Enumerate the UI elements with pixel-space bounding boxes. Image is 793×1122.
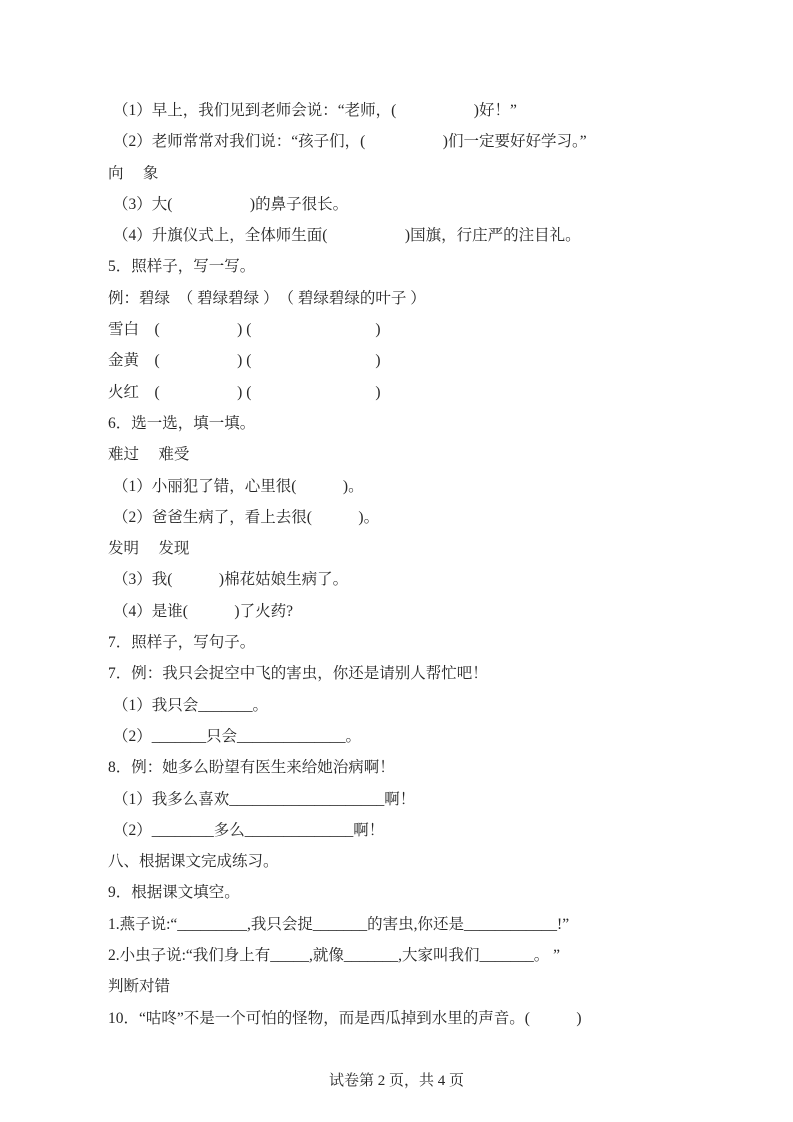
text-line: 发明 发现 [108, 540, 190, 558]
text-line: （1）小丽犯了错，心里很( )。 [113, 477, 364, 495]
text-line: 雪白 ( ) ( ) [108, 321, 381, 339]
text-line: （2）爸爸生病了，看上去很( )。 [113, 508, 380, 526]
text-line: 7．照样子，写句子。 [108, 634, 256, 652]
text-line: （1）我多么喜欢____________________啊！ [113, 790, 416, 808]
text-line: 10．“咕咚”不是一个可怕的怪物，而是西瓜掉到水里的声音。( ) [108, 1009, 582, 1027]
text-line: 2.小虫子说:“我们身上有_____,就像_______,大家叫我们_______。 ” [108, 947, 561, 965]
text-line: 6．选一选，填一填。 [108, 414, 256, 432]
text-line: （4）升旗仪式上，全体师生面( )国旗，行庄严的注目礼。 [113, 227, 581, 245]
document-lines [108, 95, 763, 1034]
text-line: （1）早上，我们见到老师会说：“老师，( )好！” [113, 102, 517, 119]
text-line: 5．照样子，写一写。 [108, 258, 256, 276]
text-line: 8．例：她多么盼望有医生来给她治病啊！ [108, 759, 395, 777]
text-line: 八、根据课文完成练习。 [108, 853, 279, 871]
text-line: 7．例：我只会捉空中飞的害虫，你还是请别人帮忙吧！ [108, 665, 488, 683]
text-line: （2）________多么______________啊！ [113, 821, 385, 839]
text-line: 9．根据课文填空。 [108, 884, 240, 902]
text-line: 向 象 [108, 164, 159, 182]
text-line: （3）大( )的鼻子很长。 [113, 195, 349, 213]
text-line: 判断对错 [108, 978, 171, 996]
text-line: （3）我( )棉花姑娘生病了。 [113, 571, 349, 589]
text-line: （1）我只会_______。 [113, 696, 269, 714]
text-line: （4）是谁( )了火药? [113, 602, 293, 620]
text-line: 金黄 ( ) ( ) [108, 352, 381, 370]
page-footer: 试卷第 2 页，共 4 页 [328, 1073, 464, 1089]
text-line: （2）老师常常对我们说：“孩子们，( )们一定要好好学习。” [113, 133, 587, 151]
text-line: 例：碧绿 （ 碧绿碧绿 ） （ 碧绿碧绿的叶子 ） [108, 289, 426, 307]
text-line: 1.燕子说:“_________,我只会捉_______的害虫,你还是____________!” [108, 915, 570, 933]
text-line: 难过 难受 [108, 446, 190, 464]
text-line: 火红 ( ) ( ) [108, 383, 381, 401]
text-line: （2）_______只会______________。 [113, 727, 362, 745]
